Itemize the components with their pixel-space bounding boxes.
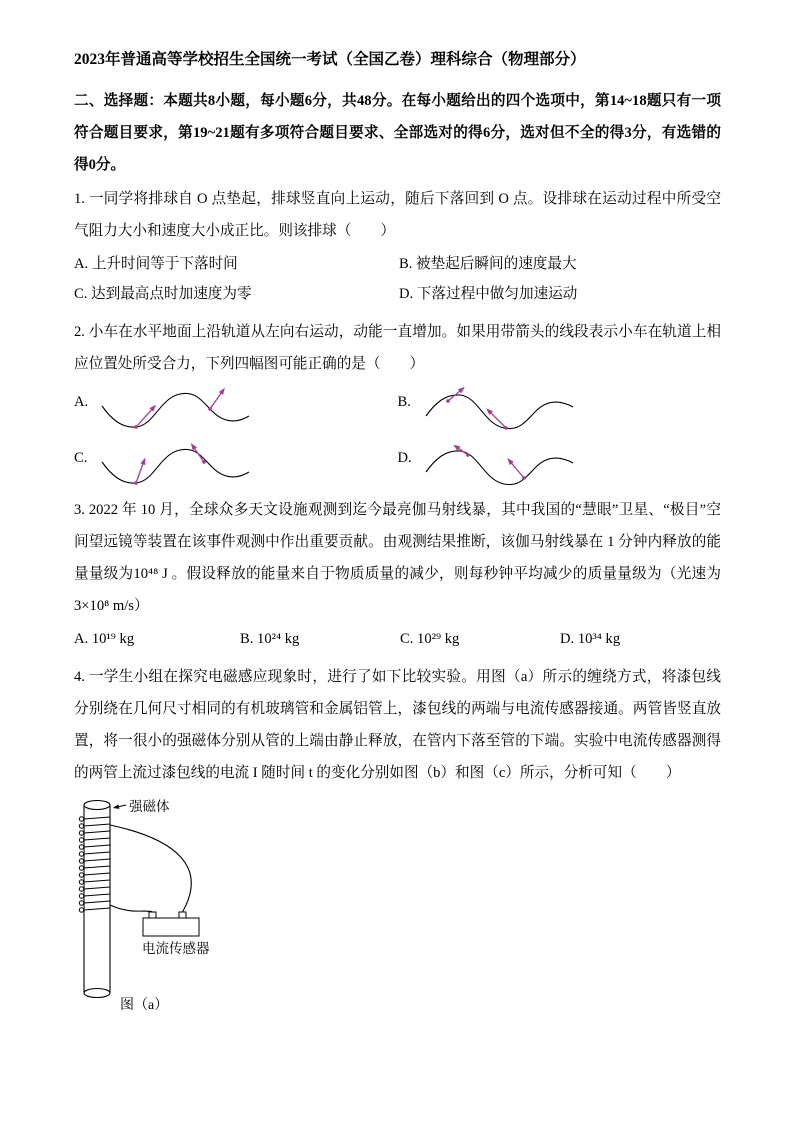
magnet-label: 强磁体	[129, 799, 170, 815]
q1-option-c: C. 达到最高点时加速度为零	[74, 286, 252, 303]
q2-figure-b-label: B.	[397, 394, 411, 411]
apparatus-svg	[76, 793, 316, 1015]
q4-figure-a	[76, 793, 721, 1020]
q3-option-a: A. 10¹⁹ kg	[74, 631, 135, 648]
force-arrow	[505, 457, 527, 482]
q2-stem: 2. 小车在水平地面上沿轨道从左向右运动，动能一直增加。如果用带箭头的线段表示小车在轨道上相应位置处所受合力，下列四幅图可能正确的是（ ）	[74, 324, 721, 373]
force-arrow	[133, 457, 148, 486]
track-curve	[102, 394, 249, 428]
q1-option-d: D. 下落过程中做匀加速运动	[399, 286, 578, 303]
figure-a-caption: 图（a）	[120, 998, 169, 1014]
force-arrow	[207, 386, 227, 412]
tube-bottom-opening	[84, 989, 110, 998]
track-figure-c	[100, 442, 252, 492]
q3-stem: 3. 2022 年 10 月，全球众多天文设施观测到迄今最亮伽马射线暴，其中我国的“慧眼”卫星、“极目”空间望远镜等装置在该事件观测中作出重要贡献。由观测结果推断，该伽马射线暴在 1 分钟内释放的能量量级为10⁴⁸ J 。假设释放的能量来自于物质质量的减少，则每秒钟平均减少的质量量级为（光速为3×10⁸ m/s）	[74, 502, 721, 615]
magnet-pointer-arrow	[113, 805, 126, 810]
q3-options	[74, 622, 721, 659]
force-arrow	[189, 442, 207, 465]
page-title: 2023年普通高等学校招生全国统一考试（全国乙卷）理科综合（物理部分）	[74, 51, 586, 68]
q2-figure-d-label: D.	[397, 450, 412, 467]
lead-wire-short	[110, 905, 153, 912]
track-figure-b	[424, 386, 576, 436]
force-arrow	[451, 443, 470, 459]
q2-figure-a	[74, 384, 398, 436]
q1-option-a: A. 上升时间等于下落时间	[74, 256, 238, 273]
q2-figure-b	[398, 384, 722, 436]
lead-wire-long	[110, 825, 191, 912]
q2-figure-row-1	[74, 384, 721, 436]
sensor-terminal-left	[149, 912, 156, 918]
q1-option-b: B. 被垫起后瞬间的速度最大	[399, 256, 577, 273]
sensor-terminal-right	[179, 912, 186, 918]
q2-figure-c-label: C.	[74, 450, 88, 467]
q2-figure-row-2	[74, 440, 721, 492]
force-arrow	[133, 403, 158, 430]
q4-stem: 4. 一学生小组在探究电磁感应现象时，进行了如下比较实验。用图（a）所示的缠绕方式，将漆包线分别绕在几何尺寸相同的有机玻璃管和金属铝管上，漆包线的两端与电流传感器接通。两管皆竖直放置，将一很小的强磁体分别从管的上端由静止释放，在管内下落至管的下端。实验中电流传感器测得的两管上流过漆包线的电流 I 随时间 t 的变化分别如图（b）和图（c）所示，分析可知（ ）	[74, 669, 721, 782]
q1-options	[74, 247, 721, 314]
q3-option-b: B. 10²⁴ kg	[240, 631, 300, 648]
q3-option-d: D. 10³⁴ kg	[560, 631, 621, 648]
coil-wire-turns	[79, 817, 83, 912]
tube-top-opening	[84, 801, 110, 810]
track-figure-a	[100, 386, 252, 436]
q3-option-c: C. 10²⁹ kg	[400, 631, 460, 648]
sensor-box	[143, 918, 199, 936]
coil-windings	[84, 817, 110, 910]
current-sensor	[143, 912, 199, 936]
q2-figure-a-label: A.	[74, 394, 89, 411]
q2-figure-c	[74, 440, 398, 492]
q1-stem: 1. 一同学将排球自 O 点垫起，排球竖直向上运动，随后下落回到 O 点。设排球在运动过程中所受空气阻力大小和速度大小成正比。则该排球（ ）	[74, 191, 721, 240]
q2-figure-d	[398, 440, 722, 492]
track-curve	[426, 451, 573, 485]
track-curve	[102, 450, 249, 484]
sensor-label: 电流传感器	[142, 941, 210, 957]
section-instructions: 二、选择题：本题共8小题，每小题6分，共48分。在每小题给出的四个选项中，第14~18题只有一项符合题目要求，第19~21题有多项符合题目要求、全部选对的得6分，选对但不全的得3分，有选错的得0分。	[74, 93, 721, 174]
track-figure-d	[424, 442, 576, 492]
